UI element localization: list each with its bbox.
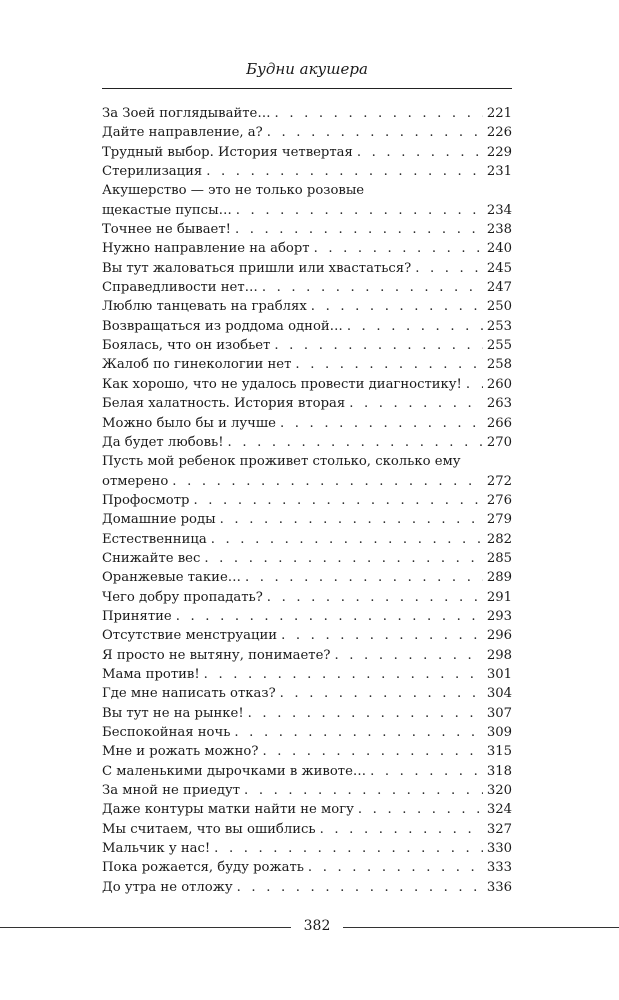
toc-entry-title: Отсутствие менструации [102,628,278,644]
toc-entry-page: 336 [486,879,512,895]
toc-entry-page: 304 [486,686,512,702]
toc-entry-line [102,355,512,374]
toc-entry-title: Мне и рожать можно? [102,744,259,760]
toc-entry-title: Дайте направление, а? [102,125,263,141]
toc-entry-line [102,143,512,162]
dot-leader [235,220,483,239]
toc-entry-page: 307 [486,705,512,721]
dot-leader [466,375,483,394]
toc-entry-page: 221 [486,106,512,121]
toc-entry-page: 255 [486,338,512,354]
toc-entry-line [102,607,512,626]
page-number: 382 [303,918,331,934]
dot-leader [280,414,483,433]
toc-entry [102,820,512,839]
toc-entry [102,162,512,181]
toc-entry-title: Пока рожается, буду рожать [102,860,304,876]
toc-entry-line [102,259,512,278]
dot-leader [358,800,483,819]
toc-entry-title: Где мне написать отказ? [102,686,276,702]
toc-entry [102,239,512,258]
toc-entry-title: Беспокойная ночь [102,725,231,740]
dot-leader [308,858,483,877]
toc-entry-page: 298 [486,647,512,663]
toc-entry-title: До утра не отложу [102,879,233,895]
dot-leader [204,549,482,568]
toc-entry-page: 285 [486,550,512,566]
dot-leader [267,123,483,142]
toc-entry-page: 234 [486,202,512,218]
toc-entry-title: Оранжевые такие… [102,570,241,586]
toc-entry-line [102,568,512,587]
dot-leader [262,742,482,761]
toc-entry [102,220,512,239]
toc-entry-line [102,839,512,858]
dot-leader [211,530,483,549]
toc-entry-page: 260 [486,376,512,392]
dot-leader [262,278,483,297]
dot-leader [267,588,483,607]
toc-entry-page: 293 [486,608,512,624]
toc-entry-page: 270 [486,434,512,450]
toc-entry [102,781,512,800]
toc-entry-page: 272 [486,473,512,489]
table-of-contents [102,104,512,897]
toc-entry [102,297,512,316]
toc-entry-title: За мной не приедут [102,783,241,799]
toc-entry-page: 324 [486,802,512,818]
toc-entry-line [102,414,512,433]
dot-leader [280,684,483,703]
toc-entry-title: Даже контуры матки найти не могу [102,802,354,818]
toc-entry [102,626,512,645]
toc-entry-line [102,800,512,819]
toc-entry [102,530,512,549]
toc-entry [102,762,512,781]
toc-entry [102,375,512,394]
toc-entry [102,278,512,297]
toc-entry-line [102,646,512,665]
toc-entry [102,878,512,897]
toc-entry-page: 296 [486,628,512,644]
toc-entry [102,684,512,703]
toc-entry-page: 253 [486,318,512,334]
toc-entry-page: 276 [486,492,512,508]
toc-entry [102,317,512,336]
dot-leader [334,646,482,665]
toc-entry [102,491,512,510]
toc-entry-title: Мы считаем, что вы ошиблись [102,821,316,837]
toc-entry-page: 301 [486,666,512,682]
toc-entry-line [102,201,512,220]
toc-entry [102,665,512,684]
toc-entry [102,704,512,723]
toc-entry-line [102,123,512,142]
toc-entry-title: Принятие [102,608,172,624]
toc-entry-line [102,549,512,568]
toc-entry [102,568,512,587]
toc-entry-title: Естественница [102,531,207,547]
dot-leader [281,626,483,645]
toc-entry-line [102,820,512,839]
toc-entry-page: 279 [486,512,512,528]
toc-entry-line [102,530,512,549]
toc-entry [102,414,512,433]
dot-leader [220,510,483,529]
toc-entry-title: Снижайте вес [102,550,201,566]
toc-entry-title-line1: Пусть мой ребенок проживет столько, сколько ему [102,454,461,470]
toc-entry [102,181,512,220]
toc-entry-page: 263 [486,396,512,412]
toc-entry [102,588,512,607]
toc-entry-line [102,510,512,529]
dot-leader [236,201,483,220]
toc-entry-title: Нужно направление на аборт [102,241,310,257]
toc-entry [102,336,512,355]
toc-entry-title: Возвращаться из роддома одной… [102,318,343,334]
toc-entry-page: 247 [486,280,512,296]
toc-entry-line [102,878,512,897]
toc-entry-page: 231 [486,164,512,180]
toc-entry-title: Люблю танцевать на граблях [102,299,307,315]
toc-entry-line [102,239,512,258]
toc-entry [102,646,512,665]
toc-entry [102,394,512,413]
toc-entry-line [102,433,512,452]
toc-entry-title: Вы тут жаловаться пришли или хвастаться? [102,260,412,276]
toc-entry-page: 327 [486,821,512,837]
dot-leader [193,491,482,510]
toc-entry-page: 330 [486,841,512,857]
toc-entry [102,800,512,819]
toc-entry-page: 309 [486,725,512,740]
toc-entry-line [102,162,512,181]
toc-entry-title: Стерилизация [102,164,203,180]
toc-entry [102,858,512,877]
toc-entry-line [102,858,512,877]
toc-entry-line [102,278,512,297]
dot-leader [320,820,483,839]
dot-leader [311,297,483,316]
toc-entry-page: 229 [486,144,512,160]
toc-entry-title: Справедливости нет… [102,280,258,296]
toc-entry-page: 282 [486,531,512,547]
running-head: Будни акушера [246,60,368,78]
toc-entry-line [102,220,512,239]
dot-leader [295,355,482,374]
toc-entry-title: отмерено [102,473,169,489]
toc-entry-title-line1: Акушерство — это не только розовые [102,183,365,199]
toc-entry-title: Чего добру пропадать? [102,589,263,605]
toc-entry [102,510,512,529]
toc-entry-line [102,742,512,761]
footer-rule-right [343,927,619,928]
toc-entry-title: Домашние роды [102,512,216,528]
toc-entry-page: 258 [486,357,512,373]
toc-entry-title: С маленькими дырочками в животе… [102,763,367,779]
dot-leader [237,878,483,897]
dot-leader [172,472,483,491]
toc-entry-title: щекастые пупсы… [102,202,232,218]
toc-entry [102,452,512,491]
toc-entry-page: 250 [486,299,512,315]
dot-leader [357,143,483,162]
dot-leader [370,762,483,781]
toc-entry-title: Трудный выбор. История четвертая [102,144,353,160]
toc-entry [102,123,512,142]
dot-leader [176,607,483,626]
toc-entry-title: Боялась, что он изобьет [102,338,271,354]
footer-rule-left [0,927,291,928]
dot-leader [349,394,483,413]
toc-entry [102,607,512,626]
dot-leader [234,723,482,742]
toc-entry-line [102,704,512,723]
dot-leader [314,239,483,258]
dot-leader [214,839,483,858]
toc-entry-page: 266 [486,415,512,431]
toc-entry-title: Как хорошо, что не удалось провести диагностику! [102,376,462,392]
toc-entry [102,143,512,162]
toc-entry-title: Профосмотр [102,492,190,508]
dot-leader [244,781,483,800]
toc-entry-page: 333 [486,860,512,876]
dot-leader [275,104,483,123]
toc-entry-title: За Зоей поглядывайте… [102,106,271,121]
toc-entry [102,742,512,761]
toc-entry-line [102,588,512,607]
toc-entry-line [102,336,512,355]
dot-leader [206,162,483,181]
toc-entry-line [102,297,512,316]
dot-leader [204,665,483,684]
toc-entry-title: Белая халатность. История вторая [102,396,346,412]
toc-entry-title: Да будет любовь! [102,434,224,450]
toc-entry [102,355,512,374]
toc-entry-line [102,472,512,491]
toc-entry-line [102,626,512,645]
toc-entry-page: 315 [486,744,512,760]
toc-entry [102,839,512,858]
dot-leader [415,259,483,278]
toc-entry-page: 245 [486,260,512,276]
toc-entry-page: 318 [486,763,512,779]
toc-entry [102,433,512,452]
page-footer [0,916,619,940]
dot-leader [274,336,482,355]
toc-entry-page: 238 [486,222,512,238]
toc-entry-title: Жалоб по гинекологии нет [102,357,292,373]
toc-entry-line [102,723,512,742]
toc-entry-line [102,762,512,781]
toc-entry [102,723,512,742]
toc-entry [102,549,512,568]
toc-entry-line [102,375,512,394]
toc-entry-title: Мальчик у нас! [102,841,211,857]
toc-entry-page: 289 [486,570,512,586]
toc-entry-line [102,665,512,684]
toc-entry-title: Вы тут не на рынке! [102,705,244,721]
toc-entry-line [102,491,512,510]
toc-entry-title: Я просто не вытяну, понимаете? [102,647,331,663]
header-rule [102,88,512,89]
dot-leader [248,704,483,723]
toc-entry-line [102,317,512,336]
toc-entry-line [102,394,512,413]
dot-leader [228,433,483,452]
toc-entry-page: 226 [486,125,512,141]
toc-entry-line [102,684,512,703]
toc-entry [102,104,512,123]
toc-entry-line [102,781,512,800]
toc-entry-page: 240 [486,241,512,257]
toc-entry-line [102,104,512,123]
toc-entry-title: Точнее не бывает! [102,222,231,238]
dot-leader [245,568,483,587]
toc-entry-page: 291 [486,589,512,605]
toc-entry-page: 320 [486,783,512,799]
dot-leader [347,317,483,336]
toc-entry-title: Мама против! [102,666,200,682]
toc-entry-title: Можно было бы и лучше [102,415,276,431]
toc-entry [102,259,512,278]
